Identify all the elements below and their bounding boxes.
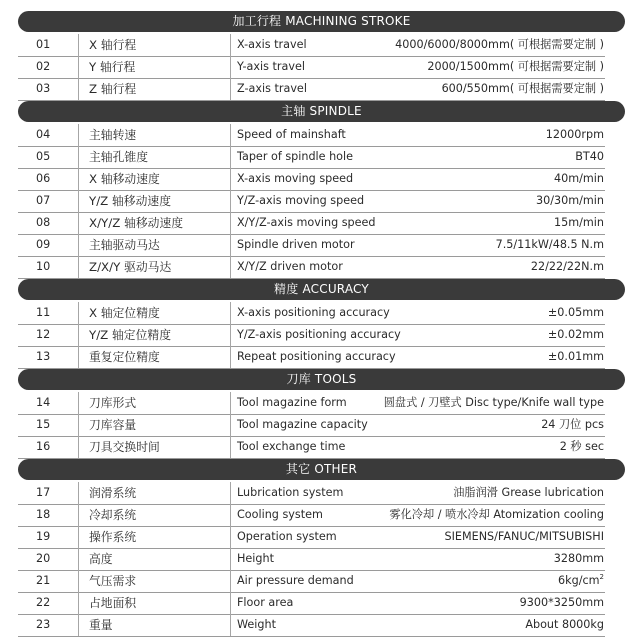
spec-row — [18, 548, 605, 571]
row-label-en: X-axis positioning accuracy — [237, 306, 390, 319]
column-divider — [230, 168, 231, 190]
column-divider — [78, 392, 79, 414]
spec-row — [18, 346, 605, 369]
column-divider — [230, 346, 231, 368]
column-divider — [230, 146, 231, 168]
row-label-en: Cooling system — [237, 508, 323, 521]
row-label-cn: 气压需求 — [89, 574, 137, 588]
row-label-en: Lubrication system — [237, 486, 344, 499]
spec-row — [18, 256, 605, 279]
row-label-en: Air pressure demand — [237, 574, 354, 587]
row-value: 40m/min — [554, 172, 604, 185]
row-number: 13 — [36, 350, 51, 363]
column-divider — [230, 256, 231, 278]
row-number: 21 — [36, 574, 51, 587]
row-label-en: Tool magazine capacity — [237, 418, 368, 431]
column-divider — [78, 212, 79, 234]
column-divider — [230, 234, 231, 256]
column-divider — [78, 256, 79, 278]
column-divider — [230, 504, 231, 526]
row-value: 圆盘式 / 刀壁式 Disc type/Knife wall type — [383, 396, 604, 409]
row-label-en: Z-axis travel — [237, 82, 307, 95]
section-header: 加工行程 MACHINING STROKE — [18, 11, 625, 32]
row-label-cn: X 轴定位精度 — [89, 306, 160, 320]
row-value: 2000/1500mm( 可根据需要定制 ) — [427, 60, 604, 73]
row-number: 20 — [36, 552, 51, 565]
row-label-cn: 润滑系统 — [89, 486, 137, 500]
row-label-en: Floor area — [237, 596, 294, 609]
spec-row — [18, 302, 605, 325]
row-number: 16 — [36, 440, 51, 453]
row-label-cn: Y/Z 轴定位精度 — [89, 328, 171, 342]
row-number: 08 — [36, 216, 51, 229]
row-label-en: Speed of mainshaft — [237, 128, 346, 141]
row-number: 19 — [36, 530, 51, 543]
row-value: 油脂润滑 Grease lubrication — [453, 486, 604, 499]
column-divider — [78, 570, 79, 592]
column-divider — [78, 168, 79, 190]
row-label-en: Height — [237, 552, 274, 565]
column-divider — [78, 190, 79, 212]
row-label-cn: 主轴驱动马达 — [89, 238, 160, 252]
row-label-cn: 重量 — [89, 618, 113, 632]
column-divider — [230, 548, 231, 570]
column-divider — [78, 504, 79, 526]
column-divider — [230, 124, 231, 146]
row-label-cn: 占地面积 — [89, 596, 137, 610]
spec-row — [18, 436, 605, 459]
column-divider — [78, 124, 79, 146]
row-value: 3280mm — [553, 552, 604, 565]
row-label-en: Y-axis travel — [237, 60, 305, 73]
row-number: 18 — [36, 508, 51, 521]
row-label-en: Repeat positioning accuracy — [237, 350, 396, 363]
spec-row — [18, 56, 605, 79]
row-value: 15m/min — [554, 216, 604, 229]
row-value: 9300*3250mm — [519, 596, 604, 609]
row-number: 14 — [36, 396, 51, 409]
row-label-cn: X/Y/Z 轴移动速度 — [89, 216, 184, 230]
row-value: 2 秒 sec — [559, 440, 604, 453]
row-label-en: Y/Z-axis positioning accuracy — [237, 328, 401, 341]
column-divider — [230, 592, 231, 614]
row-label-cn: Y/Z 轴移动速度 — [89, 194, 171, 208]
row-label-en: Spindle driven motor — [237, 238, 355, 251]
row-value: 600/550mm( 可根据需要定制 ) — [441, 82, 604, 95]
column-divider — [78, 346, 79, 368]
row-label-cn: X 轴行程 — [89, 38, 137, 52]
spec-row — [18, 78, 605, 101]
column-divider — [78, 56, 79, 78]
row-label-en: Operation system — [237, 530, 337, 543]
row-number: 15 — [36, 418, 51, 431]
column-divider — [230, 392, 231, 414]
column-divider — [78, 614, 79, 636]
row-number: 06 — [36, 172, 51, 185]
spec-row — [18, 482, 605, 505]
row-value: 22/22/22N.m — [530, 260, 604, 273]
spec-row — [18, 504, 605, 527]
spec-row — [18, 570, 605, 593]
spec-row — [18, 592, 605, 615]
column-divider — [230, 190, 231, 212]
spec-row — [18, 168, 605, 191]
row-label-en: Tool exchange time — [237, 440, 346, 453]
row-label-cn: 冷却系统 — [89, 508, 137, 522]
column-divider — [230, 614, 231, 636]
column-divider — [78, 548, 79, 570]
row-label-cn: 主轴孔锥度 — [89, 150, 148, 164]
row-label-cn: Z 轴行程 — [89, 82, 137, 96]
column-divider — [230, 482, 231, 504]
spec-row — [18, 34, 605, 57]
column-divider — [78, 526, 79, 548]
row-label-en: X-axis moving speed — [237, 172, 354, 185]
row-label-en: X/Y/Z-axis moving speed — [237, 216, 376, 229]
row-value: $6kg/cm^2$ — [558, 573, 604, 587]
column-divider — [230, 56, 231, 78]
column-divider — [230, 324, 231, 346]
row-number: 01 — [36, 38, 51, 51]
row-value: BT40 — [575, 150, 604, 163]
row-value: 4000/6000/8000mm( 可根据需要定制 ) — [395, 38, 604, 51]
row-value: 7.5/11kW/48.5 N.m — [495, 238, 604, 251]
row-number: 22 — [36, 596, 51, 609]
column-divider — [230, 526, 231, 548]
spec-row — [18, 614, 605, 637]
column-divider — [78, 234, 79, 256]
spec-row — [18, 212, 605, 235]
column-divider — [78, 592, 79, 614]
section-header: 主轴 SPINDLE — [18, 101, 625, 122]
row-number: 11 — [36, 306, 51, 319]
spec-row — [18, 414, 605, 437]
row-number: 04 — [36, 128, 51, 141]
row-value: About 8000kg — [525, 618, 604, 631]
row-label-cn: X 轴移动速度 — [89, 172, 160, 186]
spec-row — [18, 234, 605, 257]
row-value: SIEMENS/FANUC/MITSUBISHI — [444, 530, 604, 543]
row-label-en: X/Y/Z driven motor — [237, 260, 343, 273]
row-value: 12000rpm — [545, 128, 604, 141]
row-label-en: Taper of spindle hole — [237, 150, 354, 163]
row-label-cn: 高度 — [89, 552, 113, 566]
row-number: 07 — [36, 194, 51, 207]
column-divider — [78, 302, 79, 324]
row-number: 02 — [36, 60, 51, 73]
column-divider — [230, 212, 231, 234]
row-number: 23 — [36, 618, 51, 631]
spec-row — [18, 324, 605, 347]
section-header: 其它 OTHER — [18, 459, 625, 480]
section-header: 刀库 TOOLS — [18, 369, 625, 390]
column-divider — [78, 78, 79, 100]
section-header: 精度 ACCURACY — [18, 279, 625, 300]
row-label-cn: Y 轴行程 — [89, 60, 136, 74]
row-label-en: Tool magazine form — [237, 396, 347, 409]
row-label-cn: 重复定位精度 — [89, 350, 160, 364]
column-divider — [230, 436, 231, 458]
row-label-en: Y/Z-axis moving speed — [237, 194, 365, 207]
column-divider — [230, 302, 231, 324]
row-number: 12 — [36, 328, 51, 341]
column-divider — [78, 34, 79, 56]
row-label-cn: 刀库形式 — [89, 396, 137, 410]
column-divider — [230, 570, 231, 592]
spec-row — [18, 190, 605, 213]
row-label-en: X-axis travel — [237, 38, 307, 51]
row-label-cn: 刀具交换时间 — [89, 440, 160, 454]
row-label-cn: 操作系统 — [89, 530, 137, 544]
row-value: ±0.05mm — [547, 306, 604, 319]
row-number: 05 — [36, 150, 51, 163]
column-divider — [230, 414, 231, 436]
spec-row — [18, 526, 605, 549]
column-divider — [230, 78, 231, 100]
row-number: 09 — [36, 238, 51, 251]
spec-row — [18, 392, 605, 415]
row-label-en: Weight — [237, 618, 276, 631]
column-divider — [78, 414, 79, 436]
column-divider — [78, 146, 79, 168]
column-divider — [78, 324, 79, 346]
column-divider — [78, 436, 79, 458]
row-value: ±0.01mm — [547, 350, 604, 363]
row-number: 03 — [36, 82, 51, 95]
column-divider — [230, 34, 231, 56]
superscript: 2 — [599, 573, 604, 581]
spec-row — [18, 146, 605, 169]
row-value: 30/30m/min — [535, 194, 604, 207]
row-value: 24 刀位 pcs — [541, 418, 604, 431]
row-label-cn: 主轴转速 — [89, 128, 137, 142]
row-label-cn: 刀库容量 — [89, 418, 137, 432]
spec-row — [18, 124, 605, 147]
column-divider — [78, 482, 79, 504]
row-number: 17 — [36, 486, 51, 499]
row-value: ±0.02mm — [547, 328, 604, 341]
row-number: 10 — [36, 260, 51, 273]
row-label-cn: Z/X/Y 驱动马达 — [89, 260, 172, 274]
row-value: 雾化冷却 / 喷水冷却 Atomization cooling — [389, 508, 604, 521]
